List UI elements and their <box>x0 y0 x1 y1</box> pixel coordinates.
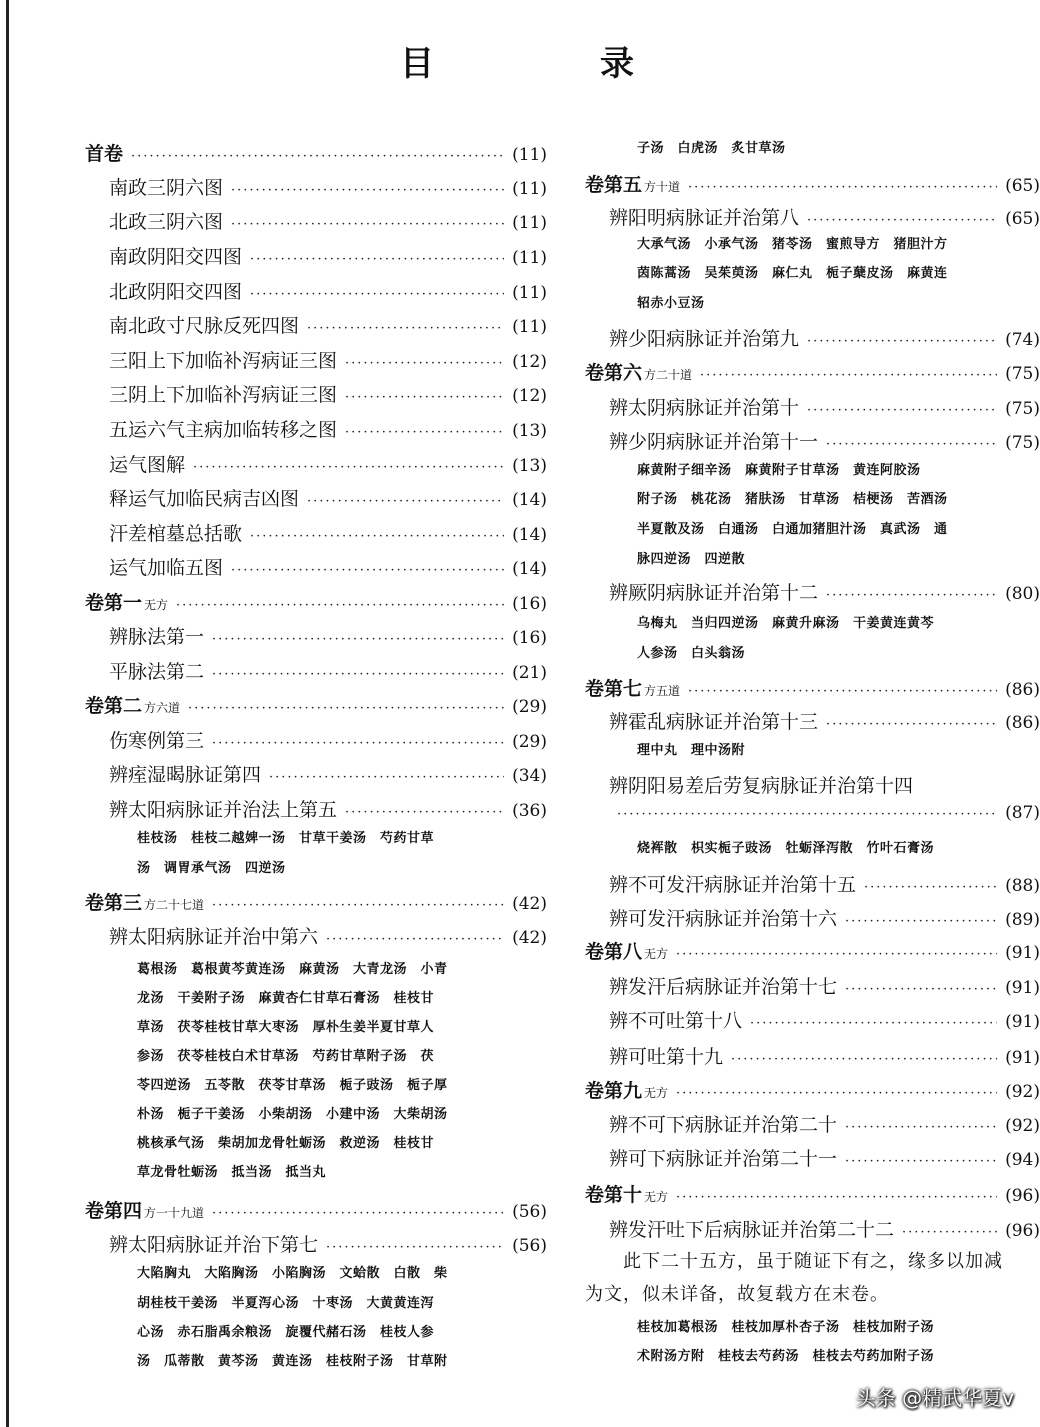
page-number: (56) <box>512 1202 547 1222</box>
dot-leader <box>807 334 997 349</box>
dot-leader <box>131 149 504 164</box>
page-number: (36) <box>512 801 547 821</box>
toc-chapter-entry <box>85 553 547 580</box>
page-number: (65) <box>1005 209 1040 229</box>
toc-volume-entry <box>85 588 547 615</box>
entry-title: 辨厥阴病脉证并治第十二 <box>609 582 819 604</box>
page-number: (12) <box>512 386 547 406</box>
toc-chapter-entry <box>85 760 547 787</box>
page-number: (92) <box>1005 1116 1040 1136</box>
dot-leader <box>826 588 997 603</box>
entry-title: 三阴上下加临补泻病证三图 <box>109 384 338 406</box>
page-number: (91) <box>1005 943 1040 963</box>
entry-title: 北政三阴六图 <box>109 211 224 233</box>
toc-chapter-entry <box>85 415 547 442</box>
dot-leader <box>826 717 997 732</box>
entry-title: 卷第八 <box>585 941 643 963</box>
page-number: (16) <box>512 594 547 614</box>
toc-chapter-entry <box>585 707 1040 734</box>
entry-title: 南北政寸尺脉反死四图 <box>109 315 300 337</box>
dot-leader <box>688 180 997 195</box>
page-title: 目 录 <box>400 44 700 84</box>
prescription-list-line: 脉四逆汤 四逆散 <box>637 552 746 567</box>
entry-title: 辨太阴病脉证并治第十 <box>609 397 800 419</box>
dot-leader <box>231 217 504 232</box>
dot-leader <box>212 667 504 682</box>
page-number: (34) <box>512 766 547 786</box>
entry-title: 辨发汗吐下后病脉证并治第二十二 <box>609 1219 895 1241</box>
entry-title: 辨少阳病脉证并治第九 <box>609 328 800 350</box>
page-number: (75) <box>1005 433 1040 453</box>
dot-leader <box>188 701 504 716</box>
dot-leader <box>345 805 504 820</box>
toc-chapter-entry <box>585 904 1040 931</box>
page-number: (16) <box>512 628 547 648</box>
page-edge-line <box>6 0 9 1427</box>
entry-title: 卷第六 <box>585 362 643 384</box>
note-line: 为文，似未详备，故复载方在末卷。 <box>585 1284 889 1305</box>
entry-title: 卷第五 <box>585 174 643 196</box>
entry-title: 卷第二 <box>85 695 143 717</box>
page-number: (11) <box>512 283 547 303</box>
entry-subtitle: 方五道 <box>644 684 681 698</box>
page-number: (75) <box>1005 364 1040 384</box>
prescription-list-line: 理中丸 理中汤附 <box>637 743 746 758</box>
toc-chapter-entry <box>85 173 547 200</box>
prescription-list-line: 术附汤方附 桂枝去芍药汤 桂枝去芍药加附子汤 <box>637 1349 935 1364</box>
dot-leader <box>676 1086 997 1101</box>
prescription-list-line: 乌梅丸 当归四逆汤 麻黄升麻汤 干姜黄连黄芩 <box>637 616 935 631</box>
entry-title: 南政阴阳交四图 <box>109 246 243 268</box>
dot-leader <box>845 1154 997 1169</box>
dot-leader <box>193 460 504 475</box>
toc-chapter-entry <box>585 1006 1040 1033</box>
entry-title: 释运气加临民病吉凶图 <box>109 488 300 510</box>
page-number: (96) <box>1005 1221 1040 1241</box>
entry-title: 辨可发汗病脉证并治第十六 <box>609 908 838 930</box>
prescription-list-line: 人参汤 白头翁汤 <box>637 646 746 661</box>
toc-volume-entry <box>585 674 1040 701</box>
dot-leader <box>212 736 504 751</box>
dot-leader <box>750 1016 997 1031</box>
dot-leader <box>345 356 504 371</box>
prescription-list-line: 大承气汤 小承气汤 猪苓汤 蜜煎导方 猪胆汁方 <box>637 237 948 252</box>
page-number: (74) <box>1005 330 1040 350</box>
toc-volume-entry <box>585 170 1040 197</box>
entry-title: 卷第四 <box>85 1200 143 1222</box>
prescription-list-line: 苓四逆汤 五苓散 茯苓甘草汤 栀子豉汤 栀子厚 <box>137 1078 448 1093</box>
toc-chapter-entry <box>85 657 547 684</box>
dot-leader <box>345 425 504 440</box>
entry-title: 辨太阳病脉证并治中第六 <box>109 926 319 948</box>
page-number: (94) <box>1005 1150 1040 1170</box>
entry-subtitle: 无方 <box>144 598 169 612</box>
watermark: 头条 @精武华夏v <box>855 1386 1014 1410</box>
toc-chapter-entry <box>585 427 1040 454</box>
toc-chapter-entry <box>85 380 547 407</box>
page-number: (96) <box>1005 1186 1040 1206</box>
dot-leader <box>676 947 997 962</box>
toc-chapter-entry <box>585 972 1040 999</box>
entry-title: 南政三阴六图 <box>109 177 224 199</box>
entry-subtitle: 方十道 <box>644 180 681 194</box>
entry-title: 北政阴阳交四图 <box>109 281 243 303</box>
toc-chapter-entry <box>85 277 547 304</box>
page-number: (87) <box>1005 803 1040 823</box>
dot-leader <box>326 932 504 947</box>
prescription-list-line: 参汤 茯苓桂枝白术甘草汤 芍药甘草附子汤 茯 <box>137 1049 435 1064</box>
entry-title: 平脉法第二 <box>109 661 205 683</box>
dot-leader <box>250 252 504 267</box>
toc-volume-entry <box>85 1196 547 1223</box>
prescription-list-line: 胡桂枝干姜汤 半夏泻心汤 十枣汤 大黄黄连泻 <box>137 1296 435 1311</box>
page-number: (29) <box>512 697 547 717</box>
dot-leader <box>688 684 997 699</box>
prescription-list-line: 半夏散及汤 白通汤 白通加猪胆汁汤 真武汤 通 <box>637 522 948 537</box>
entry-title: 伤寒例第三 <box>109 730 205 752</box>
page-number: (14) <box>512 559 547 579</box>
page-number: (21) <box>512 663 547 683</box>
prescription-list-line: 大陷胸丸 大陷胸汤 小陷胸汤 文蛤散 白散 柴 <box>137 1266 448 1281</box>
dot-leader <box>212 1206 504 1221</box>
page-number: (11) <box>512 317 547 337</box>
prescription-list-line: 草龙骨牡蛎汤 抵当汤 抵当丸 <box>137 1165 327 1180</box>
toc-volume-entry <box>585 1180 1040 1207</box>
entry-subtitle: 无方 <box>644 947 669 961</box>
page-number: (42) <box>512 928 547 948</box>
prescription-list-line: 龙汤 干姜附子汤 麻黄杏仁甘草石膏汤 桂枝甘 <box>137 991 435 1006</box>
page-number: (14) <box>512 525 547 545</box>
page-number: (80) <box>1005 584 1040 604</box>
page-number: (86) <box>1005 713 1040 733</box>
page-number: (29) <box>512 732 547 752</box>
entry-title: 辨少阴病脉证并治第十一 <box>609 431 819 453</box>
page-number: (13) <box>512 421 547 441</box>
toc-volume-entry <box>585 358 1040 385</box>
note-line: 此下二十五方，虽于随证下有之，缘多以加减 <box>585 1251 1003 1272</box>
toc-volume-entry <box>85 888 547 915</box>
dot-leader <box>250 529 504 544</box>
prescription-list-line: 心汤 赤石脂禹余粮汤 旋覆代赭石汤 桂枝人参 <box>137 1325 435 1340</box>
toc-volume-entry <box>85 139 547 166</box>
dot-leader <box>845 914 997 929</box>
prescription-list-line: 草汤 茯苓桂枝甘草大枣汤 厚朴生姜半夏甘草人 <box>137 1020 435 1035</box>
entry-title: 辨不可发汗病脉证并治第十五 <box>609 874 857 896</box>
page-number: (13) <box>512 456 547 476</box>
entry-title: 辨痓湿暍脉证第四 <box>109 764 262 786</box>
entry-title: 辨太阳病脉证并治法上第五 <box>109 799 338 821</box>
dot-leader <box>307 321 504 336</box>
prescription-list-line: 桃核承气汤 柴胡加龙骨牡蛎汤 救逆汤 桂枝甘 <box>137 1136 435 1151</box>
page-number: (91) <box>1005 1012 1040 1032</box>
toc-chapter-entry <box>585 1215 1040 1242</box>
entry-title: 卷第九 <box>585 1080 643 1102</box>
page-number: (86) <box>1005 680 1040 700</box>
page-number: (65) <box>1005 176 1040 196</box>
dot-leader <box>231 563 504 578</box>
entry-title: 辨脉法第一 <box>109 626 205 648</box>
prescription-list-line: 麻黄附子细辛汤 麻黄附子甘草汤 黄连阿胶汤 <box>637 463 921 478</box>
dot-leader <box>617 807 997 822</box>
dot-leader <box>902 1225 997 1240</box>
toc-chapter-entry <box>85 484 547 511</box>
page-number: (75) <box>1005 399 1040 419</box>
toc-chapter-entry <box>585 803 1040 823</box>
toc-chapter-entry <box>585 1110 1040 1137</box>
page-number: (91) <box>1005 978 1040 998</box>
entry-title: 辨不可吐第十八 <box>609 1010 743 1032</box>
prescription-list-line: 朴汤 栀子干姜汤 小柴胡汤 小建中汤 大柴胡汤 <box>137 1107 448 1122</box>
entry-subtitle: 方一十九道 <box>144 1206 205 1220</box>
dot-leader <box>176 598 504 613</box>
dot-leader <box>700 368 997 383</box>
toc-chapter-entry <box>85 311 547 338</box>
page-number: (11) <box>512 248 547 268</box>
prescription-list-line: 汤 调胃承气汤 四逆汤 <box>137 861 286 876</box>
prescription-list-line: 附子汤 桃花汤 猪肤汤 甘草汤 桔梗汤 苦酒汤 <box>637 492 948 507</box>
toc-chapter-entry <box>585 1042 1040 1069</box>
entry-subtitle: 无方 <box>644 1190 669 1204</box>
toc-volume-entry <box>85 691 547 718</box>
toc-chapter-entry <box>85 1230 547 1257</box>
prescription-list-line: 桂枝汤 桂枝二越婢一汤 甘草干姜汤 芍药甘草 <box>137 831 435 846</box>
toc-chapter-entry <box>85 450 547 477</box>
page-number: (12) <box>512 352 547 372</box>
dot-leader <box>345 390 504 405</box>
toc-chapter-entry <box>85 519 547 546</box>
toc-chapter-entry <box>585 393 1040 420</box>
prescription-list-line: 烧裈散 枳实栀子豉汤 牡蛎泽泻散 竹叶石膏汤 <box>637 841 935 856</box>
prescription-list-line: 茵陈蒿汤 吴茱萸汤 麻仁丸 栀子蘖皮汤 麻黄连 <box>637 266 948 281</box>
entry-title: 五运六气主病加临转移之图 <box>109 419 338 441</box>
dot-leader <box>807 213 997 228</box>
toc-chapter-entry <box>585 771 1040 798</box>
dot-leader <box>231 183 504 198</box>
entry-title: 运气加临五图 <box>109 557 224 579</box>
prescription-list-line: 汤 瓜蒂散 黄芩汤 黄连汤 桂枝附子汤 甘草附 <box>137 1354 448 1369</box>
entry-title: 辨可吐第十九 <box>609 1046 724 1068</box>
page-number: (11) <box>512 179 547 199</box>
dot-leader <box>845 982 997 997</box>
entry-subtitle: 方二十道 <box>644 368 693 382</box>
entry-subtitle: 方六道 <box>144 701 181 715</box>
dot-leader <box>250 287 504 302</box>
toc-volume-entry <box>585 937 1040 964</box>
prescription-list-line: 桂枝加葛根汤 桂枝加厚朴杏子汤 桂枝加附子汤 <box>637 1320 935 1335</box>
entry-title: 卷第七 <box>585 678 643 700</box>
toc-chapter-entry <box>85 622 547 649</box>
dot-leader <box>731 1052 997 1067</box>
entry-title: 汗差棺墓总括歌 <box>109 523 243 545</box>
entry-title: 辨发汗后病脉证并治第十七 <box>609 976 838 998</box>
toc-chapter-entry <box>585 324 1040 351</box>
dot-leader <box>326 1240 504 1255</box>
dot-leader <box>864 880 997 895</box>
entry-title: 运气图解 <box>109 454 186 476</box>
dot-leader <box>212 632 504 647</box>
dot-leader <box>826 437 997 452</box>
prescription-list-line: 轺赤小豆汤 <box>637 296 705 311</box>
entry-title: 卷第十 <box>585 1184 643 1206</box>
entry-title: 辨阴阳易差后劳复病脉证并治第十四 <box>609 775 914 797</box>
toc-chapter-entry <box>585 203 1040 230</box>
page-number: (42) <box>512 894 547 914</box>
prescription-list-line: 葛根汤 葛根黄芩黄连汤 麻黄汤 大青龙汤 小青 <box>137 962 448 977</box>
dot-leader <box>307 494 504 509</box>
toc-chapter-entry <box>85 922 547 949</box>
entry-subtitle: 无方 <box>644 1086 669 1100</box>
entry-title: 辨可下病脉证并治第二十一 <box>609 1148 838 1170</box>
page-number: (11) <box>512 213 547 233</box>
toc-chapter-entry <box>585 1144 1040 1171</box>
toc-chapter-entry <box>85 795 547 822</box>
toc-chapter-entry <box>85 346 547 373</box>
entry-title: 辨阳明病脉证并治第八 <box>609 207 800 229</box>
page-number: (11) <box>512 145 547 165</box>
page-number: (89) <box>1005 910 1040 930</box>
toc-volume-entry <box>585 1076 1040 1103</box>
toc-chapter-entry <box>585 578 1040 605</box>
dot-leader <box>845 1120 997 1135</box>
entry-title: 卷第一 <box>85 592 143 614</box>
prescription-list-line: 子汤 白虎汤 炙甘草汤 <box>637 141 786 156</box>
page-number: (88) <box>1005 876 1040 896</box>
entry-subtitle: 方二十七道 <box>144 898 205 912</box>
page-number: (92) <box>1005 1082 1040 1102</box>
entry-title: 辨太阳病脉证并治下第七 <box>109 1234 319 1256</box>
entry-title: 三阳上下加临补泻病证三图 <box>109 350 338 372</box>
toc-chapter-entry <box>85 207 547 234</box>
dot-leader <box>212 898 504 913</box>
entry-title: 卷第三 <box>85 892 143 914</box>
page-number: (14) <box>512 490 547 510</box>
dot-leader <box>807 403 997 418</box>
toc-chapter-entry <box>585 870 1040 897</box>
toc-chapter-entry <box>85 242 547 269</box>
entry-title: 首卷 <box>85 143 124 165</box>
dot-leader <box>676 1190 997 1205</box>
toc-chapter-entry <box>85 726 547 753</box>
dot-leader <box>269 770 504 785</box>
entry-title: 辨不可下病脉证并治第二十 <box>609 1114 838 1136</box>
page-number: (56) <box>512 1236 547 1256</box>
entry-title: 辨霍乱病脉证并治第十三 <box>609 711 819 733</box>
page-number: (91) <box>1005 1048 1040 1068</box>
